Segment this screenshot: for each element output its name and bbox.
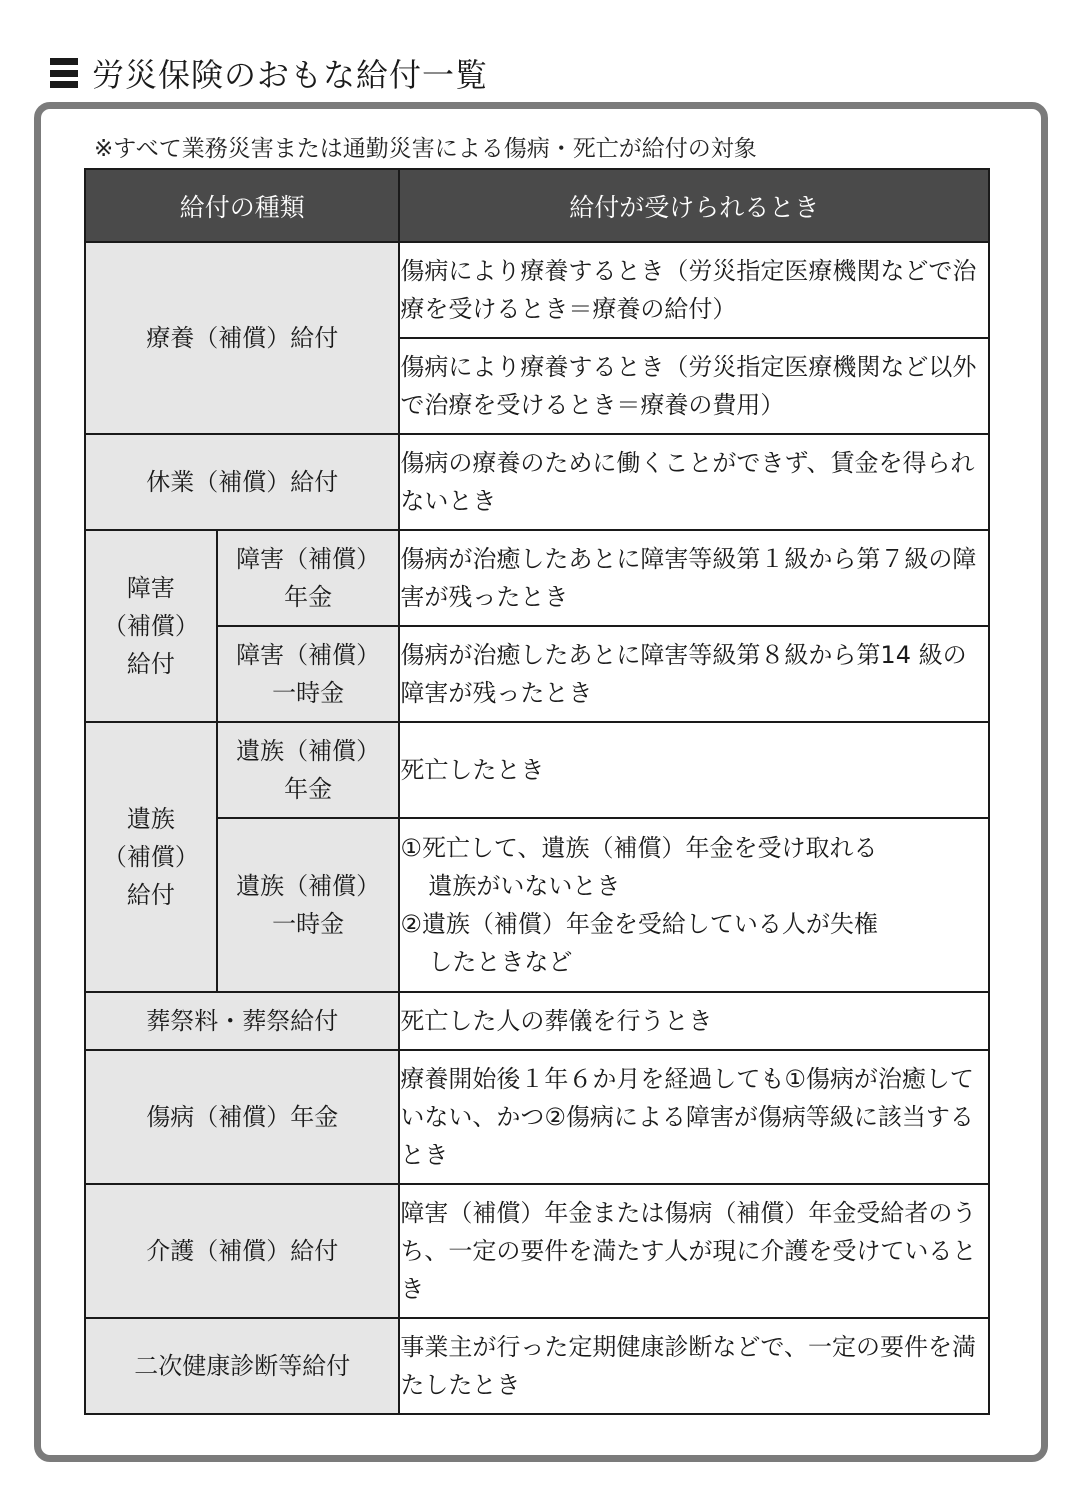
- izoku-group-line2: （補償）: [102, 843, 199, 871]
- desc-niji: 事業主が行った定期健康診断などで、一定の要件を満たしたとき: [399, 1318, 989, 1414]
- shougai-ichiji-line1: 障害（補償）: [236, 641, 381, 669]
- desc-kyugyou: 傷病の療養のために働くことができず、賃金を得られないとき: [399, 434, 989, 530]
- desc-kaigo: 障害（補償）年金または傷病（補償）年金受給者のうち、一定の要件を満たす人が現に介護を受けているとき: [399, 1184, 989, 1318]
- kind-shoubyou: 傷病（補償）年金: [85, 1050, 399, 1184]
- table-row: [85, 992, 989, 1050]
- shougai-ichiji-line2: 一時金: [272, 679, 345, 707]
- note-text: ※すべて業務災害または通勤災害による傷病・死亡が給付の対象: [94, 136, 757, 162]
- menu-bars-icon: [50, 58, 78, 88]
- shougai-group-line3: 給付: [126, 650, 175, 678]
- izoku-ichiji-item2: ②遺族（補償）年金を受給している人が失権: [400, 910, 878, 938]
- kind-shougai-ichiji: [217, 626, 400, 722]
- shougai-nenkin-line1: 障害（補償）: [236, 545, 381, 573]
- kind-izoku-group: [85, 722, 217, 992]
- table-row: [85, 1050, 989, 1184]
- izoku-ichiji-line2: 一時金: [272, 910, 345, 938]
- kind-sousai: 葬祭料・葬祭給付: [85, 992, 399, 1050]
- table-row: [85, 818, 989, 992]
- kind-kaigo: 介護（補償）給付: [85, 1184, 399, 1318]
- desc-izoku-nenkin: 死亡したとき: [399, 722, 989, 818]
- izoku-group-line3: 給付: [126, 881, 175, 909]
- page-title: 労災保険のおもな給付一覧: [92, 56, 489, 94]
- table-row: [85, 434, 989, 530]
- izoku-nenkin-line2: 年金: [284, 775, 333, 803]
- kind-niji: 二次健康診断等給付: [85, 1318, 399, 1414]
- desc-ryouyou-2: 傷病により療養するとき（労災指定医療機関など以外で治療を受けるとき＝療養の費用）: [399, 338, 989, 434]
- izoku-nenkin-line1: 遺族（補償）: [236, 737, 381, 765]
- izoku-ichiji-item1: ①死亡して、遺族（補償）年金を受け取れる: [400, 834, 878, 862]
- shougai-group-line2: （補償）: [102, 612, 199, 640]
- izoku-ichiji-item1-cont: 遺族がいないとき: [428, 872, 621, 900]
- kind-shougai-group: [85, 530, 217, 722]
- table-row: [85, 1318, 989, 1414]
- desc-shoubyou: 療養開始後１年６か月を経過しても①傷病が治癒していない、かつ②傷病による障害が傷病等級に該当するとき: [399, 1050, 989, 1184]
- table-row: [85, 1184, 989, 1318]
- header-kind: 給付の種類: [85, 169, 399, 242]
- kind-izoku-nenkin: [217, 722, 400, 818]
- shougai-nenkin-line2: 年金: [284, 583, 333, 611]
- header-when: 給付が受けられるとき: [399, 169, 989, 242]
- kind-ryouyou: 療養（補償）給付: [85, 242, 399, 434]
- desc-izoku-ichiji: [399, 818, 989, 992]
- desc-sousai: 死亡した人の葬儀を行うとき: [399, 992, 989, 1050]
- izoku-group-line1: 遺族: [126, 805, 175, 833]
- shougai-group-line1: 障害: [126, 574, 175, 602]
- table-row: [85, 626, 989, 722]
- izoku-ichiji-item2-cont: したときなど: [428, 948, 573, 976]
- desc-shougai-nenkin: 傷病が治癒したあとに障害等級第１級から第７級の障害が残ったとき: [399, 530, 989, 626]
- kind-kyugyou: 休業（補償）給付: [85, 434, 399, 530]
- table-row: [85, 242, 989, 338]
- kind-shougai-nenkin: [217, 530, 400, 626]
- kind-izoku-ichiji: [217, 818, 400, 992]
- page-title-row: [50, 50, 488, 96]
- table-row: [85, 722, 989, 818]
- benefits-table: [84, 168, 990, 1415]
- desc-ryouyou-1: 傷病により療養するとき（労災指定医療機関などで治療を受けるとき＝療養の給付）: [399, 242, 989, 338]
- izoku-ichiji-line1: 遺族（補償）: [236, 872, 381, 900]
- table-row: [85, 530, 989, 626]
- desc-shougai-ichiji: 傷病が治癒したあとに障害等級第８級から第14 級の障害が残ったとき: [399, 626, 989, 722]
- header-row: [85, 169, 989, 242]
